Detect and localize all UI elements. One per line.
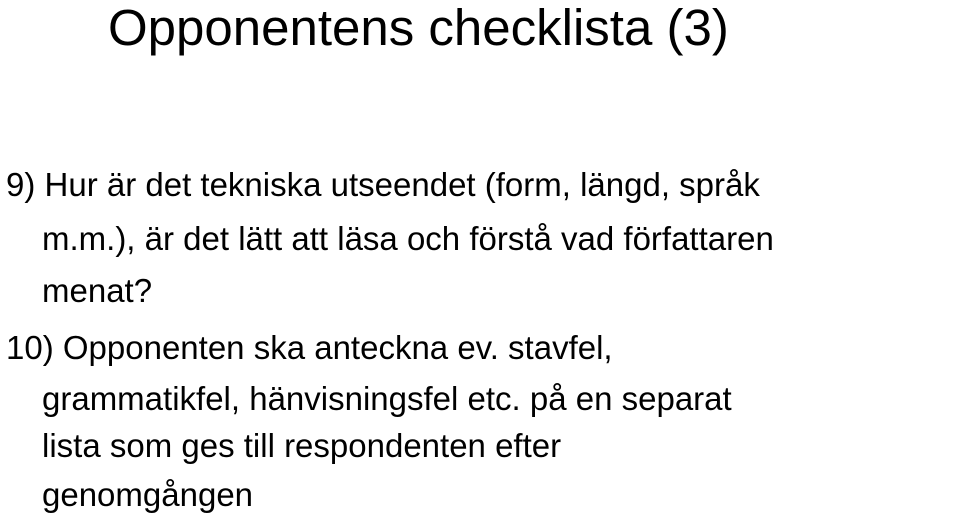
item-10-line-2: grammatikfel, hänvisningsfel etc. på en separat	[42, 380, 732, 417]
item-10-line-1: 10) Opponenten ska anteckna ev. stavfel,	[6, 329, 613, 366]
item-9-line-2: m.m.), är det lätt att läsa och förstå vad författaren	[42, 220, 774, 257]
item-9-line-1: 9) Hur är det tekniska utseendet (form, längd, språk	[6, 166, 760, 203]
item-10-line-3: lista som ges till respondenten efter	[42, 427, 562, 464]
item-10-line-4: genomgången	[42, 476, 254, 513]
slide-title: Opponentens checklista (3)	[108, 0, 729, 56]
item-9-line-3: menat?	[42, 272, 153, 309]
